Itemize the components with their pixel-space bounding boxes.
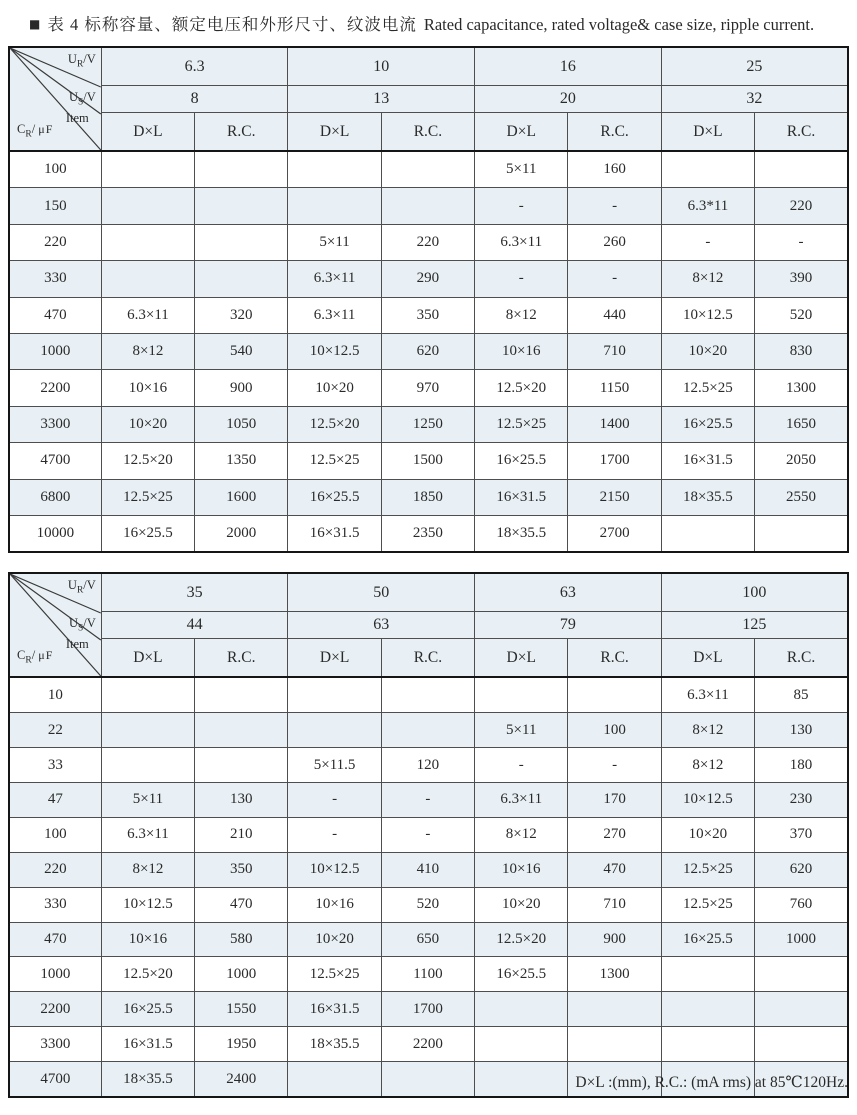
case-size-cell: 12.5×20 [475, 922, 568, 957]
rated-voltage-cell: 6.3 [101, 47, 288, 86]
case-size-cell: 10×20 [288, 922, 381, 957]
case-size-cell: 6.3×11 [475, 224, 568, 260]
capacitance-cell: 470 [9, 297, 101, 333]
case-size-cell: 10×20 [288, 370, 381, 406]
case-size-cell: 8×12 [661, 261, 754, 297]
ripple-current-cell: 350 [195, 852, 288, 887]
case-size-cell: 12.5×25 [101, 479, 194, 515]
table-row [9, 261, 848, 297]
capacitance-cell: 220 [9, 224, 101, 260]
case-size-cell: 12.5×25 [475, 406, 568, 442]
rated-voltage-label: $U_R/V$ [67, 52, 96, 70]
case-size-cell: 10×12.5 [288, 852, 381, 887]
dxl-header: D×L [288, 113, 381, 152]
ripple-current-cell: 370 [755, 817, 848, 852]
capacitance-cell: 10 [9, 677, 101, 712]
case-size-cell: 10×20 [475, 887, 568, 922]
case-size-cell [475, 1062, 568, 1097]
case-size-cell: 12.5×25 [288, 443, 381, 479]
case-size-cell: 16×25.5 [475, 957, 568, 992]
rc-header: R.C. [568, 113, 661, 152]
ripple-current-cell: - [568, 188, 661, 224]
ripple-current-cell: 650 [381, 922, 474, 957]
ripple-current-cell: 1550 [195, 992, 288, 1027]
ripple-current-cell [195, 677, 288, 712]
dxl-header: D×L [288, 639, 381, 678]
ripple-current-cell: 520 [381, 887, 474, 922]
ripple-current-cell: 1700 [381, 992, 474, 1027]
surge-voltage-label: $U_S/V$ [68, 90, 96, 108]
ripple-current-cell: 470 [195, 887, 288, 922]
ripple-current-cell [195, 188, 288, 224]
case-size-cell [101, 261, 194, 297]
case-size-cell: - [288, 782, 381, 817]
table-row [9, 333, 848, 369]
case-size-cell: 12.5×25 [661, 370, 754, 406]
ripple-current-cell [381, 677, 474, 712]
ripple-current-cell [195, 151, 288, 188]
ripple-current-cell: 1600 [195, 479, 288, 515]
case-size-cell [475, 677, 568, 712]
case-size-cell: 16×25.5 [101, 992, 194, 1027]
table-row [9, 713, 848, 748]
case-size-cell: 18×35.5 [661, 479, 754, 515]
capacitance-label: $C_R/$ μF [17, 648, 54, 666]
dxl-header: D×L [101, 639, 194, 678]
case-size-cell [101, 677, 194, 712]
ripple-current-cell: 1050 [195, 406, 288, 442]
capacitance-cell: 22 [9, 713, 101, 748]
ripple-current-cell: 210 [195, 817, 288, 852]
table-row [9, 957, 848, 992]
case-size-cell [288, 677, 381, 712]
table-row [9, 677, 848, 712]
ripple-current-cell: 1950 [195, 1027, 288, 1062]
case-size-cell: 16×31.5 [288, 515, 381, 552]
case-size-cell: 6.3×11 [101, 817, 194, 852]
ripple-current-cell [195, 748, 288, 783]
ripple-current-cell: 710 [568, 333, 661, 369]
case-size-cell [475, 1027, 568, 1062]
table-row [9, 992, 848, 1027]
case-size-cell: - [475, 261, 568, 297]
surge-voltage-cell: 13 [288, 86, 475, 113]
case-size-cell: 6.3×11 [288, 261, 381, 297]
ripple-current-cell: 1250 [381, 406, 474, 442]
capacitance-cell: 33 [9, 748, 101, 783]
case-size-cell: 10×16 [475, 852, 568, 887]
capacitance-cell: 2200 [9, 992, 101, 1027]
ripple-current-cell [568, 1027, 661, 1062]
case-size-cell: 16×25.5 [288, 479, 381, 515]
case-size-cell: 10×12.5 [101, 887, 194, 922]
ripple-current-cell [381, 1062, 474, 1097]
ripple-current-cell: 390 [755, 261, 848, 297]
case-size-cell: 12.5×20 [475, 370, 568, 406]
ripple-current-cell: 1400 [568, 406, 661, 442]
case-size-cell: 10×12.5 [661, 782, 754, 817]
case-size-cell: 10×20 [101, 406, 194, 442]
case-size-cell: 10×20 [661, 817, 754, 852]
ripple-current-cell [381, 151, 474, 188]
rc-header: R.C. [755, 639, 848, 678]
rated-voltage-row [9, 47, 848, 86]
case-size-cell: 10×20 [661, 333, 754, 369]
table-row [9, 748, 848, 783]
case-size-cell: 6.3*11 [661, 188, 754, 224]
rated-voltage-cell: 63 [475, 573, 662, 612]
table-row [9, 297, 848, 333]
capacitance-cell: 1000 [9, 333, 101, 369]
ripple-current-cell: 540 [195, 333, 288, 369]
ripple-current-cell: 2400 [195, 1062, 288, 1097]
case-size-cell: 5×11.5 [288, 748, 381, 783]
capacitance-cell: 150 [9, 188, 101, 224]
case-size-cell [288, 188, 381, 224]
rc-header: R.C. [755, 113, 848, 152]
ripple-current-cell: 1100 [381, 957, 474, 992]
item-label: Item [65, 637, 89, 652]
case-size-cell: 5×11 [101, 782, 194, 817]
case-size-cell: 5×11 [288, 224, 381, 260]
surge-voltage-label: $U_S/V$ [68, 616, 96, 634]
ripple-current-cell: 1150 [568, 370, 661, 406]
surge-voltage-row [9, 86, 848, 113]
case-size-cell: 6.3×11 [101, 297, 194, 333]
ripple-current-cell: 520 [755, 297, 848, 333]
ripple-current-cell: 1700 [568, 443, 661, 479]
ripple-current-cell: 970 [381, 370, 474, 406]
table-row [9, 922, 848, 957]
ripple-current-cell [195, 261, 288, 297]
ripple-current-cell: 470 [568, 852, 661, 887]
case-size-cell [475, 992, 568, 1027]
case-size-cell [101, 748, 194, 783]
case-size-cell [661, 992, 754, 1027]
ripple-current-cell: 900 [195, 370, 288, 406]
rated-voltage-cell: 25 [661, 47, 848, 86]
case-size-cell: 12.5×25 [661, 852, 754, 887]
ripple-current-cell: 2550 [755, 479, 848, 515]
case-size-cell: 10×16 [288, 887, 381, 922]
ripple-current-cell [195, 224, 288, 260]
case-size-cell: 8×12 [475, 817, 568, 852]
table-body [9, 677, 848, 1097]
capacitance-cell: 100 [9, 817, 101, 852]
ripple-current-cell [568, 677, 661, 712]
capacitance-cell: 3300 [9, 406, 101, 442]
ripple-current-cell: 160 [568, 151, 661, 188]
ripple-current-cell [755, 151, 848, 188]
ripple-current-cell: 900 [568, 922, 661, 957]
table-row [9, 852, 848, 887]
ripple-current-cell: 120 [381, 748, 474, 783]
ripple-current-cell: 180 [755, 748, 848, 783]
case-size-cell: 16×25.5 [475, 443, 568, 479]
capacitance-cell: 47 [9, 782, 101, 817]
ripple-current-cell: 410 [381, 852, 474, 887]
ripple-current-cell: - [381, 817, 474, 852]
ripple-current-cell: 760 [755, 887, 848, 922]
surge-voltage-cell: 32 [661, 86, 848, 113]
corner-header [9, 47, 101, 151]
case-size-cell: 12.5×25 [661, 887, 754, 922]
rated-voltage-cell: 10 [288, 47, 475, 86]
ripple-current-cell: 1000 [195, 957, 288, 992]
case-size-cell [101, 188, 194, 224]
surge-voltage-cell: 125 [661, 612, 848, 639]
ripple-current-cell [195, 713, 288, 748]
rated-voltage-cell: 35 [101, 573, 288, 612]
case-size-cell: 16×25.5 [661, 406, 754, 442]
ripple-current-cell [755, 515, 848, 552]
case-size-cell: 16×31.5 [288, 992, 381, 1027]
rated-voltage-cell: 16 [475, 47, 662, 86]
case-size-cell [101, 224, 194, 260]
ripple-current-cell: 2350 [381, 515, 474, 552]
rated-voltage-row [9, 573, 848, 612]
case-size-cell [288, 1062, 381, 1097]
case-size-cell: 10×16 [475, 333, 568, 369]
case-size-cell: - [475, 188, 568, 224]
table-row [9, 188, 848, 224]
ripple-current-cell: - [568, 748, 661, 783]
table-row [9, 515, 848, 552]
dxl-header: D×L [661, 113, 754, 152]
bullet-square-icon: ■ [29, 17, 41, 31]
ripple-current-cell: - [568, 261, 661, 297]
table-row [9, 817, 848, 852]
case-size-cell [661, 957, 754, 992]
rc-header: R.C. [195, 113, 288, 152]
case-size-cell: 16×25.5 [101, 515, 194, 552]
table-header [9, 47, 848, 151]
ripple-current-cell: 1650 [755, 406, 848, 442]
ripple-current-cell: 1300 [568, 957, 661, 992]
case-size-cell [288, 151, 381, 188]
case-size-cell: 16×25.5 [661, 922, 754, 957]
dxl-header: D×L [661, 639, 754, 678]
ripple-current-cell: 220 [755, 188, 848, 224]
capacitance-cell: 6800 [9, 479, 101, 515]
case-size-cell: 18×35.5 [101, 1062, 194, 1097]
case-size-cell: - [288, 817, 381, 852]
case-size-cell [661, 151, 754, 188]
capacitance-table-1 [8, 46, 849, 553]
case-size-cell: 18×35.5 [288, 1027, 381, 1062]
capacitance-cell: 4700 [9, 1062, 101, 1097]
case-size-cell: - [475, 748, 568, 783]
case-size-cell [661, 515, 754, 552]
table-row [9, 224, 848, 260]
case-size-cell: 5×11 [475, 713, 568, 748]
capacitance-table-2 [8, 572, 849, 1098]
ripple-current-cell: 320 [195, 297, 288, 333]
ripple-current-cell [568, 992, 661, 1027]
ripple-current-cell: 1850 [381, 479, 474, 515]
ripple-current-cell: 290 [381, 261, 474, 297]
ripple-current-cell: 830 [755, 333, 848, 369]
ripple-current-cell: 350 [381, 297, 474, 333]
ripple-current-cell [381, 188, 474, 224]
title-chinese: 表 4 标称容量、额定电压和外形尺寸、纹波电流 [47, 15, 417, 34]
case-size-cell: 18×35.5 [475, 515, 568, 552]
dxl-header: D×L [101, 113, 194, 152]
surge-voltage-cell: 44 [101, 612, 288, 639]
case-size-cell: 8×12 [101, 333, 194, 369]
case-size-cell: 6.3×11 [288, 297, 381, 333]
case-size-cell: 8×12 [661, 748, 754, 783]
ripple-current-cell: - [381, 782, 474, 817]
case-size-cell [288, 713, 381, 748]
surge-voltage-row [9, 612, 848, 639]
ripple-current-cell: 1500 [381, 443, 474, 479]
case-size-cell: 5×11 [475, 151, 568, 188]
ripple-current-cell: 2200 [381, 1027, 474, 1062]
case-size-cell: 10×16 [101, 922, 194, 957]
capacitance-label: $C_R/$ μF [17, 122, 54, 140]
ripple-current-cell: 440 [568, 297, 661, 333]
item-label: Item [65, 111, 89, 125]
ripple-current-cell: 2150 [568, 479, 661, 515]
ripple-current-cell: 130 [195, 782, 288, 817]
ripple-current-cell: 85 [755, 677, 848, 712]
ripple-current-cell: 710 [568, 887, 661, 922]
ripple-current-cell: 230 [755, 782, 848, 817]
ripple-current-cell: 220 [381, 224, 474, 260]
ripple-current-cell: 260 [568, 224, 661, 260]
ripple-current-cell: - [755, 224, 848, 260]
capacitance-cell: 220 [9, 852, 101, 887]
rated-voltage-cell: 100 [661, 573, 848, 612]
ripple-current-cell: 1000 [755, 922, 848, 957]
capacitance-cell: 3300 [9, 1027, 101, 1062]
capacitance-cell: 330 [9, 887, 101, 922]
capacitance-cell: 330 [9, 261, 101, 297]
ripple-current-cell: 1300 [755, 370, 848, 406]
case-size-cell: 10×12.5 [661, 297, 754, 333]
case-size-cell: 12.5×25 [288, 957, 381, 992]
capacitance-cell: 470 [9, 922, 101, 957]
ripple-current-cell: 620 [381, 333, 474, 369]
rc-header: R.C. [381, 113, 474, 152]
page-title [29, 11, 814, 35]
table-row [9, 151, 848, 188]
ripple-current-cell: 620 [755, 852, 848, 887]
table-header [9, 573, 848, 677]
ripple-current-cell: 2700 [568, 515, 661, 552]
case-size-cell: 8×12 [475, 297, 568, 333]
ripple-current-cell [755, 992, 848, 1027]
corner-header [9, 573, 101, 677]
case-size-cell [101, 713, 194, 748]
rc-header: R.C. [381, 639, 474, 678]
capacitance-cell: 2200 [9, 370, 101, 406]
case-size-cell: 16×31.5 [475, 479, 568, 515]
case-size-cell: 12.5×20 [288, 406, 381, 442]
case-size-cell: 10×12.5 [288, 333, 381, 369]
case-size-cell: 12.5×20 [101, 443, 194, 479]
ripple-current-cell: 100 [568, 713, 661, 748]
column-header-row [9, 113, 848, 152]
table-row [9, 479, 848, 515]
dxl-header: D×L [475, 639, 568, 678]
ripple-current-cell [381, 713, 474, 748]
case-size-cell: 10×16 [101, 370, 194, 406]
case-size-cell: 6.3×11 [661, 677, 754, 712]
case-size-cell: 8×12 [101, 852, 194, 887]
table-row [9, 782, 848, 817]
capacitance-cell: 1000 [9, 957, 101, 992]
ripple-current-cell: 1350 [195, 443, 288, 479]
surge-voltage-cell: 8 [101, 86, 288, 113]
ripple-current-cell: 270 [568, 817, 661, 852]
ripple-current-cell: 2050 [755, 443, 848, 479]
ripple-current-cell: 2000 [195, 515, 288, 552]
case-size-cell [661, 1027, 754, 1062]
rc-header: R.C. [568, 639, 661, 678]
table-body [9, 151, 848, 552]
ripple-current-cell: 580 [195, 922, 288, 957]
case-size-cell: - [661, 224, 754, 260]
table-row [9, 370, 848, 406]
ripple-current-cell [755, 1027, 848, 1062]
rated-voltage-cell: 50 [288, 573, 475, 612]
table-row [9, 443, 848, 479]
ripple-current-cell: 130 [755, 713, 848, 748]
rated-voltage-label: $U_R/V$ [67, 578, 96, 596]
capacitance-cell: 4700 [9, 443, 101, 479]
dxl-header: D×L [475, 113, 568, 152]
case-size-cell: 8×12 [661, 713, 754, 748]
title-english: Rated capacitance, rated voltage& case size, ripple current. [423, 15, 815, 34]
case-size-cell: 12.5×20 [101, 957, 194, 992]
rc-header: R.C. [195, 639, 288, 678]
table-row [9, 1027, 848, 1062]
capacitance-cell: 100 [9, 151, 101, 188]
column-header-row [9, 639, 848, 678]
tables-container [8, 46, 849, 1098]
capacitance-cell: 10000 [9, 515, 101, 552]
table-row [9, 406, 848, 442]
case-size-cell: 16×31.5 [661, 443, 754, 479]
ripple-current-cell: 170 [568, 782, 661, 817]
ripple-current-cell [755, 957, 848, 992]
case-size-cell: 16×31.5 [101, 1027, 194, 1062]
units-footnote: D×L :(mm), R.C.: (mA rms) at 85℃120Hz. [575, 1074, 848, 1091]
surge-voltage-cell: 79 [475, 612, 662, 639]
surge-voltage-cell: 20 [475, 86, 662, 113]
case-size-cell: 6.3×11 [475, 782, 568, 817]
case-size-cell [101, 151, 194, 188]
table-row [9, 887, 848, 922]
surge-voltage-cell: 63 [288, 612, 475, 639]
